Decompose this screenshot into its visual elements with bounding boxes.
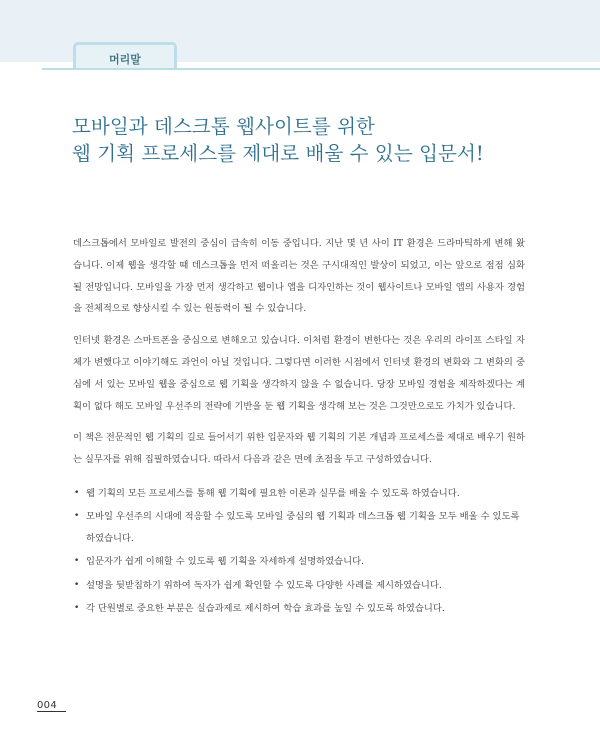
page-title-line-2: 웹 기획 프로세스를 제대로 배울 수 있는 입문서! <box>72 142 484 165</box>
list-item <box>73 598 525 620</box>
list-item <box>73 483 525 505</box>
list-item-text: 모바일 우선주의 시대에 적응할 수 있도록 모바일 중심의 웹 기획과 데스크톱 웹 기획을 모두 배울 수 있도록 하였습니다. <box>86 511 520 544</box>
list-item-text: 웹 기획의 모든 프로세스를 통해 웹 기획에 필요한 이론과 실무를 배울 수 있도록 하였습니다. <box>86 487 460 499</box>
list-item-text: 입문자가 쉽게 이해할 수 있도록 웹 기획을 자세하게 설명하였습니다. <box>86 556 365 568</box>
paragraph-3: 이 책은 전문적인 웹 기획의 길로 들어서기 위한 입문자와 웹 기획의 기본 개념과 프로세스를 제대로 배우기 원하는 실무자를 위해 집필하였습니다. 따라서 다음과 같은 면에 초점을 두고 구성하였습니다. <box>73 432 525 466</box>
header-divider <box>42 68 600 70</box>
section-tab <box>73 42 177 70</box>
feature-list <box>73 483 525 620</box>
list-item <box>73 551 525 573</box>
list-item-text: 설명을 뒷받침하기 위하여 독자가 쉽게 확인할 수 있도록 다양한 사례를 제시하였습니다. <box>86 579 442 591</box>
bullet-icon: • <box>74 511 80 522</box>
list-item-text: 각 단원별로 중요한 부분은 실습과제로 제시하여 학습 효과를 높일 수 있도록 하였습니다. <box>86 603 445 615</box>
list-item <box>73 575 525 597</box>
bullet-icon: • <box>74 487 80 498</box>
bullet-icon: • <box>74 603 80 614</box>
page-title <box>72 113 572 167</box>
page-number: 004 <box>37 700 66 712</box>
bullet-icon: • <box>74 579 80 590</box>
page-title-line-1: 모바일과 데스크톱 웹사이트를 위한 <box>72 115 375 138</box>
body-content <box>73 233 525 622</box>
bullet-icon: • <box>74 556 80 567</box>
list-item <box>73 506 525 549</box>
paragraph-1: 데스크톱에서 모바일로 발전의 중심이 급속히 이동 중입니다. 지난 몇 년 사이 IT 환경은 드라마틱하게 변해 왔습니다. 이제 웹을 생각할 때 데스크톱을 먼저 떠올리는 것은 구시대적인 발상이 되었고, 이는 앞으로 점점 심화될 전망입니다. 모바일을 가장 먼저 생각하고 웹이나 앱을 디자인하는 것이 웹사이트나 모바일 앱의 사용자 경험을 전체적으로 향상시킬 수 있는 원동력이 될 수 있습니다. <box>73 238 525 315</box>
paragraph-2: 인터넷 환경은 스마트폰을 중심으로 변해오고 있습니다. 이처럼 환경이 변한다는 것은 우리의 라이프 스타일 자체가 변했다고 이야기해도 과언이 아닐 것입니다. 그렇다면 이러한 시점에서 인터넷 환경의 변화와 그 변화의 중심에 서 있는 모바일 웹을 중심으로 웹 기획을 생각하지 않을 수 없습니다. 당장 모바일 경험을 제작하겠다는 계획이 없다 해도 모바일 우선주의 전략에 기반을 둔 웹 기획을 생각해 보는 것은 그것만으로도 가치가 있습니다. <box>73 335 525 412</box>
section-tab-label: 머리말 <box>109 53 141 66</box>
